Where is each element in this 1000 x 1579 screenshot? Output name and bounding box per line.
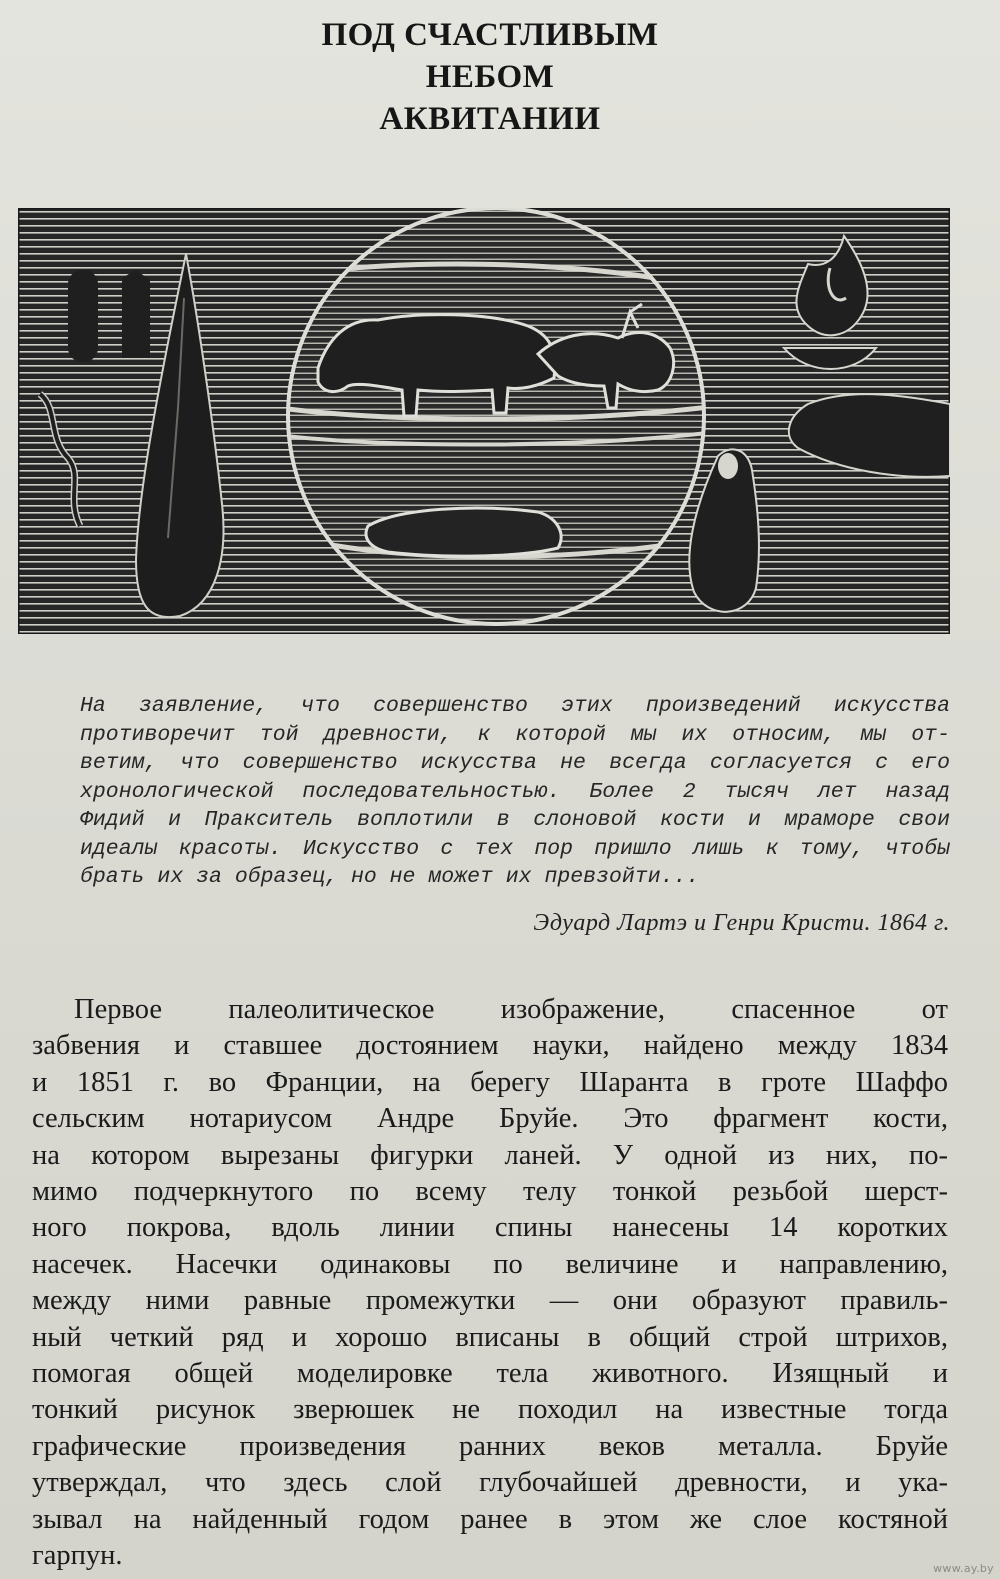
body-line-9: между ними равные промежутки — они образуют правиль- [32,1285,948,1317]
body-line-16: гарпун. [32,1540,123,1572]
body-line-4: сельским нотариусом Андре Бруйе. Это фрагмент кости, [32,1103,948,1135]
woodcut-illustration [18,208,950,634]
body-line-2: забвения и ставшее достоянием науки, найдено между 1834 [32,1030,948,1062]
epigraph-line-1: На заявление, что совершенство этих произведений искусства [80,694,950,718]
body-line-6: мимо подчеркнутого по всему телу тонкой резьбой шерст- [32,1176,948,1208]
body-line-15: зывал на найденный годом ранее в этом же слое костяной [32,1503,948,1535]
lower-animal-figure [366,508,561,556]
body-line-7: ного покрова, вдоль линии спины нанесены 14 коротких [32,1212,948,1244]
title-line-3: АКВИТАНИИ [379,101,601,137]
body-line-5: на котором вырезаны фигурки ланей. У одной из них, по- [32,1139,948,1171]
epigraph-line-6: идеалы красоты. Искусство с тех пор пришло лишь к тому, чтобы [80,836,950,861]
epigraph-quote [80,692,950,892]
title-line-1: ПОД СЧАСТЛИВЫМ [321,17,659,53]
body-line-3: и 1851 г. во Франции, на берегу Шаранта в гроте Шаффо [32,1066,948,1098]
main-paragraph [32,992,948,1575]
epigraph-line-4: хронологической последовательностью. Более 2 тысяч лет назад [80,779,950,804]
epigraph-line-2: противоречит той древности, к которой мы их относим, мы от- [80,722,950,747]
epigraph-line-5: Фидий и Пракситель воплотили в слоновой кости и мраморе свои [80,808,950,832]
body-line-10: ный четкий ряд и хорошо вписаны в общий строй штрихов, [32,1321,948,1353]
body-line-11: помогая общей моделировке тела животного. Изящный и [32,1358,948,1390]
watermark: www.ay.by [933,1562,994,1575]
epigraph-line-7: брать их за образец, но не может их превзойти... [80,865,700,889]
title-line-2: НЕБОМ [425,59,555,95]
body-line-14: утверждал, что здесь слой глубочайшей древности, и ука- [32,1467,948,1499]
body-line-1: Первое палеолитическое изображение, спасенное от [74,994,948,1025]
body-line-13: графические произведения ранних веков металла. Бруйе [32,1430,948,1462]
body-line-8: насечек. Насечки одинаковы по величине и направлению, [32,1248,948,1280]
chapter-title [200,14,780,140]
epigraph-line-3: ветим, что совершенство искусства не всегда согласуется с его [80,751,950,775]
epigraph-attribution: Эдуард Лартэ и Генри Кристи. 1864 г. [533,910,950,936]
body-line-12: тонкий рисунок зверюшек не походил на известные тогда [32,1394,948,1426]
